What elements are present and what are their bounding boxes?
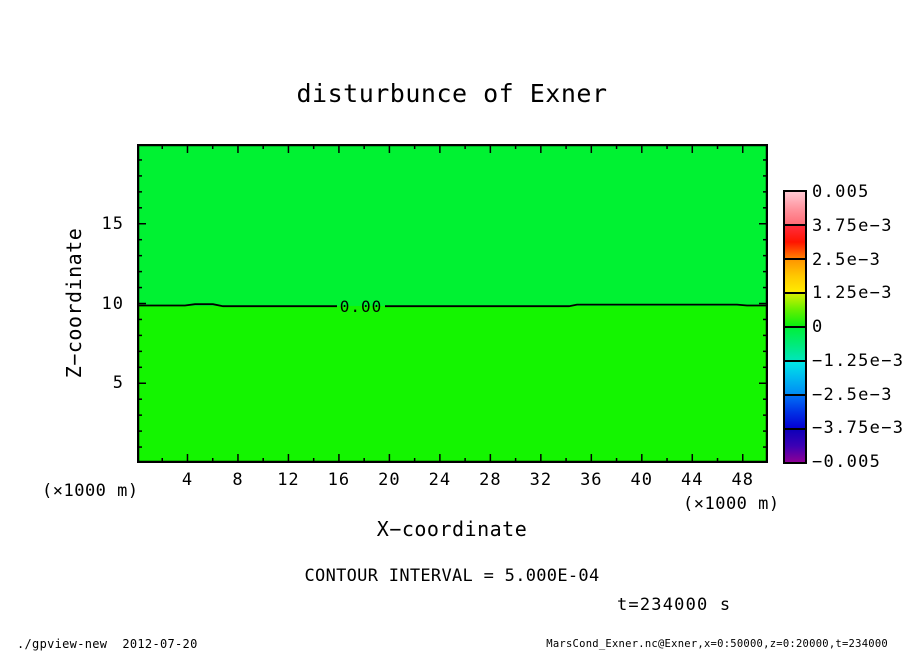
colorbar-label: −2.5e−3 [812, 384, 893, 405]
x-tick-label: 48 [731, 470, 754, 490]
footer-program-stamp: ./gpview-new 2012-07-20 [17, 637, 198, 651]
x-axis-title: X−coordinate [376, 517, 528, 541]
colorbar-label: −0.005 [812, 452, 882, 472]
colorbar-segment [785, 362, 805, 396]
colorbar-segment [785, 396, 805, 430]
footer-source-stamp: MarsCond_Exner.nc@Exner,x=0:50000,z=0:20000,t=234000 [546, 638, 888, 650]
field-region-upper [137, 144, 768, 306]
time-annotation: t=234000 s [617, 595, 732, 615]
x-tick-label: 20 [378, 470, 401, 490]
x-tick-label: 12 [277, 470, 300, 490]
colorbar-segment [785, 294, 805, 328]
colorbar-tick-labels [812, 182, 904, 472]
y-tick-label: 5 [112, 373, 124, 394]
colorbar [783, 190, 807, 464]
y-tick-label: 10 [101, 293, 124, 314]
contour-interval-note: CONTOUR INTERVAL = 5.000E-04 [304, 566, 600, 586]
x-tick-label: 32 [529, 470, 553, 490]
y-tick-label: 15 [101, 213, 124, 234]
field-region-lower [137, 306, 768, 463]
colorbar-label: 0 [812, 317, 824, 337]
x-tick-label: 4 [181, 470, 194, 490]
x-axis-tick-labels [137, 470, 768, 492]
x-tick-label: 36 [580, 470, 603, 490]
y-axis-tick-labels [84, 144, 130, 463]
y-axis-title-text: Z−coordinate [62, 227, 86, 379]
colorbar-label: 0.005 [812, 182, 870, 202]
colorbar-segment [785, 226, 805, 260]
x-tick-label: 40 [630, 470, 654, 490]
colorbar-label: 3.75e−3 [812, 215, 893, 236]
colorbar-label: −3.75e−3 [812, 418, 904, 439]
x-axis-units-label: (×1000 m) [683, 494, 780, 514]
contour-plot-area [137, 144, 768, 463]
x-tick-label: 8 [232, 470, 244, 490]
colorbar-segment [785, 430, 805, 462]
colorbar-label: −1.25e−3 [812, 350, 904, 371]
x-tick-label: 28 [479, 470, 502, 490]
colorbar-segment [785, 192, 805, 226]
x-tick-label: 44 [681, 470, 704, 490]
x-tick-label: 16 [327, 470, 351, 490]
colorbar-segment [785, 328, 805, 362]
colorbar-segment [785, 260, 805, 294]
colorbar-label: 1.25e−3 [812, 283, 893, 304]
zero-contour-label: 0.00 [339, 297, 383, 316]
chart-title: disturbunce of Exner [296, 79, 608, 108]
colorbar-label: 2.5e−3 [812, 249, 882, 270]
x-tick-label: 24 [428, 470, 452, 490]
y-axis-units-label: (×1000 m) [42, 481, 139, 501]
